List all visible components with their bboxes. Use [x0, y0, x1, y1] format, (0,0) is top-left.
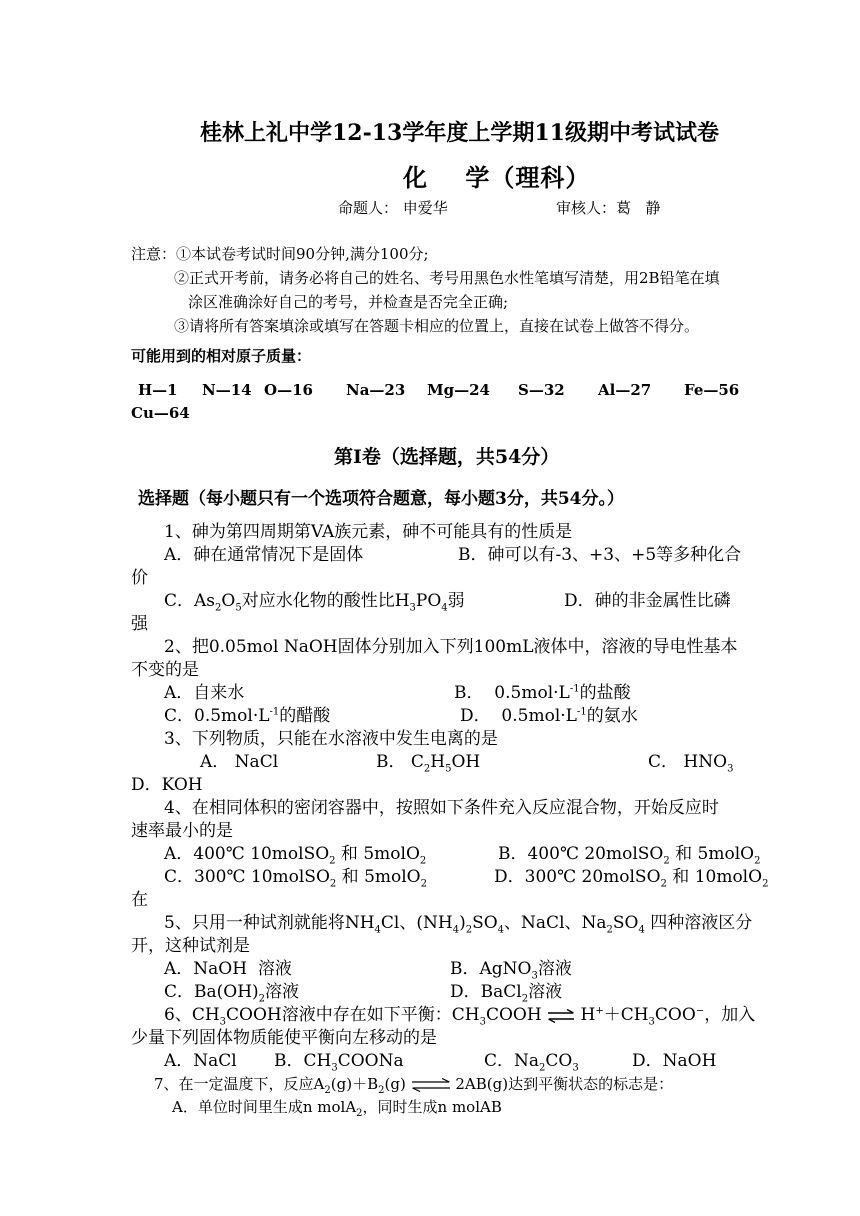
question-1-option-a: A．砷在通常情况下是固体 [164, 545, 364, 565]
note-item: 涂区准确涂好自己的考号，并检查是否完全正确; [188, 293, 509, 311]
question-5-option-b: B．AgNO$_3$溶液 [450, 959, 572, 982]
question-6-option-b: B．$CH_3COONa$ [274, 1051, 404, 1074]
atomic-mass: N—14 [202, 381, 252, 399]
atomic-mass: O—16 [264, 381, 313, 399]
question-4-stem: 4、在相同体积的密闭容器中，按照如下条件充入反应混合物，开始反应时 [164, 798, 719, 818]
question-2-stem: 2、把0.05mol NaOH固体分别加入下列100mL液体中，溶液的导电性基本 [164, 637, 738, 657]
notes-label: 注意： [131, 245, 177, 263]
setter-info [338, 198, 448, 219]
question-6-option-a: A．NaCl [164, 1051, 237, 1071]
question-5-option-d: D．BaCl$_2$溶液 [450, 982, 563, 1005]
question-3-option-c: C． $HNO_3$ [648, 752, 734, 775]
atomic-mass: S—32 [518, 381, 565, 399]
question-3-option-b: B． $C_2H_5OH$ [376, 752, 481, 775]
atomic-mass: Fe—56 [684, 381, 740, 399]
atomic-mass: Na—23 [346, 381, 406, 399]
question-4-option-d: D．300℃ 20molSO$_2$ 和 10molO$_2$ [494, 867, 769, 890]
question-4-option-d-wrap: 在 [131, 890, 148, 910]
question-5-stem: 5、只用一种试剂就能将$NH_4Cl$、$(NH_4)_2SO_4$、NaCl、$Na_2SO_4$ 四种溶液区分 [164, 913, 753, 936]
reversible-arrow-icon [411, 1078, 451, 1092]
setter-label: 命题人： [338, 199, 399, 217]
question-6-option-c: C．$Na_2CO_3$ [484, 1051, 579, 1074]
question-1-option-d-wrap: 强 [131, 614, 148, 634]
question-2-stem-wrap: 不变的是 [131, 660, 199, 680]
question-3-option-d: D．KOH [131, 775, 203, 795]
question-2-option-d: D． $0.5mol\cdot L^{-1}$的氨水 [460, 706, 638, 726]
notes-line-1 [131, 244, 429, 265]
question-1-option-b: B．砷可以有-3、+3、+5等多种化合 [458, 545, 742, 565]
note-item: ①本试卷考试时间90分钟,满分100分; [176, 245, 429, 263]
note-item: ②正式开考前，请务必将自己的姓名、考号用黑色水性笔填写清楚，用2B铅笔在填 [174, 269, 720, 287]
question-7-stem: 7、在一定温度下，反应$A_2(g)+B_2(g)$ 2AB(g)达到平衡状态的标志是： [154, 1075, 674, 1096]
question-7-option-a: A．单位时间里生成n molA$_2$，同时生成n molAB [172, 1098, 502, 1119]
atomic-mass: H—1 [138, 381, 178, 399]
note-item: ③请将所有答案填涂或填写在答题卡相应的位置上，直接在试卷上做答不得分。 [174, 317, 700, 335]
subject-title: 化 学（理科） [403, 163, 591, 192]
reversible-arrow-icon [547, 1009, 575, 1023]
reviewer-label: 审核人： [556, 199, 617, 217]
question-4-option-c: C．300℃ 10molSO$_2$ 和 5molO$_2$ [164, 867, 427, 890]
atomic-mass-label: 可能用到的相对原子质量： [131, 347, 312, 365]
question-4-option-a: A．400℃ 10molSO$_2$ 和 5molO$_2$ [164, 844, 427, 867]
reviewer-info [556, 198, 660, 219]
setter-name: 申爱华 [402, 199, 448, 217]
section-title: 第Ⅰ卷（选择题，共54分） [334, 446, 560, 468]
atomic-mass: Mg—24 [427, 381, 490, 399]
question-5-option-c: C．$Ba(OH)_2$溶液 [164, 982, 300, 1005]
question-3-stem: 3、下列物质，只能在水溶液中发生电离的是 [164, 729, 498, 749]
question-1-option-d: D．砷的非金属性比磷 [564, 591, 731, 611]
question-5-stem-wrap: 开，这种试剂是 [131, 936, 250, 956]
question-2-option-a: A．自来水 [164, 683, 245, 703]
question-1-option-c: C．$As_2O_5$对应水化物的酸性比$H_3PO_4$弱 [164, 591, 465, 614]
atomic-mass: Al—27 [598, 381, 652, 399]
exam-title: 桂林上礼中学12-13学年度上学期11级期中考试试卷 [200, 120, 719, 146]
question-1-stem: 1、砷为第四周期第VA族元素，砷不可能具有的性质是 [164, 522, 573, 542]
question-5-option-a: A．NaOH 溶液 [164, 959, 292, 979]
question-6-stem-wrap: 少量下列固体物质能使平衡向左移动的是 [131, 1028, 437, 1048]
question-3-option-a: A． NaCl [200, 752, 279, 772]
section-instruction: 选择题（每小题只有一个选项符合题意，每小题3分，共54分。） [138, 489, 624, 509]
atomic-mass: Cu—64 [131, 404, 190, 422]
question-6-stem: 6、$CH_3COOH$溶液中存在如下平衡：$CH_3COOH$ $H^++CH_3COO^-$，加入 [164, 1005, 756, 1028]
question-2-option-c: C．$0.5mol\cdot L^{-1}$的醋酸 [164, 706, 331, 726]
reviewer-name: 葛 静 [616, 199, 661, 217]
question-2-option-b: B． $0.5mol\cdot L^{-1}$的盐酸 [454, 683, 631, 703]
question-4-stem-wrap: 速率最小的是 [131, 821, 233, 841]
question-4-option-b: B．400℃ 20molSO$_2$ 和 5molO$_2$ [498, 844, 761, 867]
question-1-option-b-wrap: 价 [131, 568, 148, 588]
question-6-option-d: D．NaOH [632, 1051, 717, 1071]
